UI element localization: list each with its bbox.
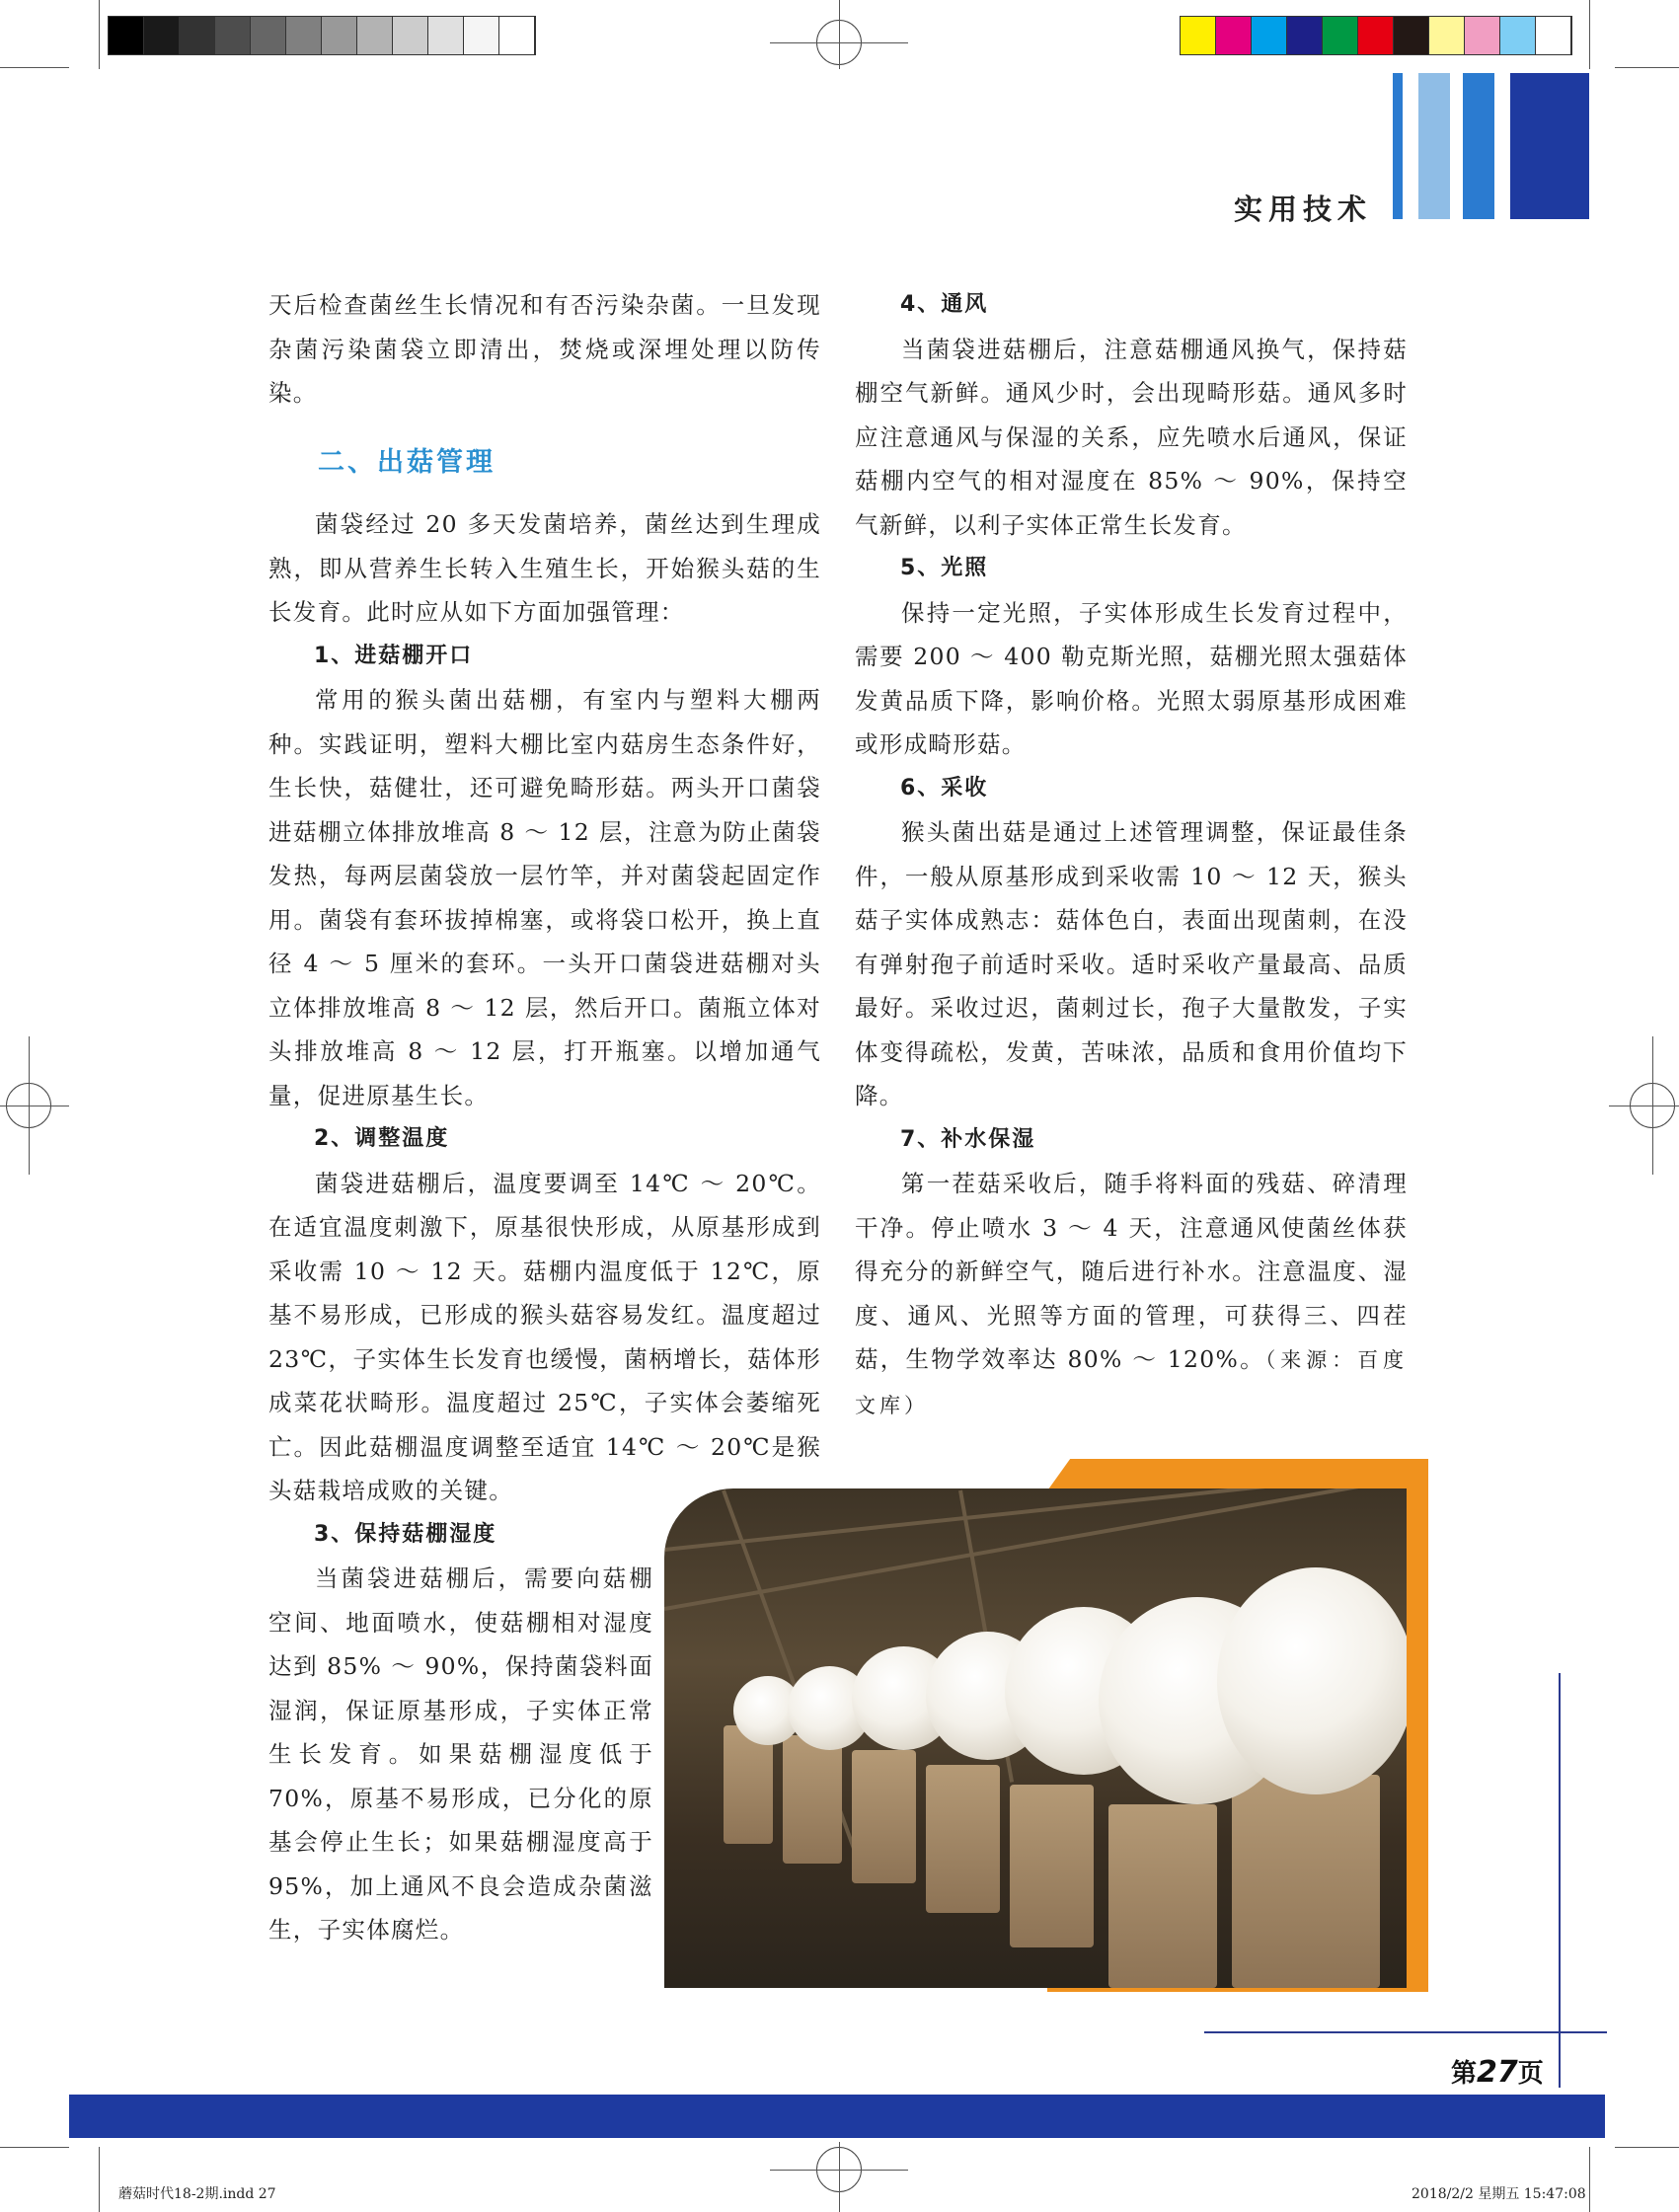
- paragraph: [855, 1162, 1408, 1427]
- paragraph: 天后检查菌丝生长情况和有否污染杂菌。一旦发现杂菌污染菌袋立即清出，焚烧或深埋处理以防传染。: [268, 291, 821, 407]
- lions-mane-mushroom: [1217, 1567, 1407, 1794]
- subheading: 5、光照: [900, 556, 989, 580]
- grayscale-calibration-bar: [108, 16, 536, 55]
- header-stripe: [1463, 73, 1494, 219]
- subheading: 4、通风: [900, 292, 989, 317]
- crop-mark: [99, 0, 100, 69]
- page-number: [1451, 2053, 1544, 2090]
- crop-mark: [29, 1036, 30, 1175]
- paragraph: 当菌袋进菇棚后，注意菇棚通风换气，保持菇棚空气新鲜。通风少时，会出现畸形菇。通风多时应注意通风与保湿的关系，应先喷水后通风，保证菇棚内空气的相对湿度在 85% ～ 90%，保持空气新鲜，以利子实体正常生长发育。: [855, 335, 1408, 539]
- grow-bag: [926, 1765, 1000, 1913]
- crop-mark: [839, 2142, 840, 2212]
- paragraph: 猴头菌出菇是通过上述管理调整，保证最佳条件，一般从原基形成到采收需 10 ～ 12 天，猴头菇子实体成熟志：菇体色白，表面出现菌刺，在没有弹射孢子前适时采收。适时采收产量最高、品质最好。采收过迟，菌刺过长，孢子大量散发，子实体变得疏松，发黄，苦味浓，品质和食用价值均下降。: [855, 818, 1408, 1109]
- section-title: 实用技术: [1234, 192, 1373, 226]
- print-slug-file: 蘑菇时代18-2期.indd 27: [118, 2186, 276, 2202]
- footer-band: [69, 2095, 1605, 2138]
- grow-bag: [1232, 1775, 1380, 1988]
- subheading: 6、采收: [900, 775, 989, 801]
- subheading: 1、进菇棚开口: [314, 643, 474, 668]
- paragraph: 保持一定光照，子实体形成生长发育过程中，需要 200 ～ 400 勒克斯光照，菇棚光照太强菇体发黄品质下降，影响价格。光照太弱原基形成困难或形成畸形菇。: [855, 598, 1408, 758]
- crop-mark: [1652, 1036, 1653, 1175]
- color-calibration-bar: [1180, 16, 1572, 55]
- grow-bag: [852, 1750, 916, 1883]
- header-stripe: [1510, 73, 1589, 219]
- header-stripe: [1418, 73, 1450, 219]
- paragraph: 当菌袋进菇棚后，需要向菇棚空间、地面喷水，使菇棚相对湿度达到 85% ～ 90%，保持菌袋料面湿润，保证原基形成，子实体正常生长发育。如果菇棚湿度低于 70%，原基不易形成，已分化的原基会停止生长；如果菇棚湿度高于 95%，加上通风不良会造成杂菌滋生，子实体腐烂。: [268, 1564, 653, 1944]
- crop-mark: [1615, 67, 1679, 68]
- paragraph: 菌袋经过 20 多天发菌培养，菌丝达到生理成熟，即从营养生长转入生殖生长，开始猴头菇的生长发育。此时应从如下方面加强管理：: [268, 510, 821, 626]
- page-prefix: 第: [1451, 2059, 1478, 2089]
- crop-mark: [770, 42, 908, 43]
- crop-mark: [0, 67, 69, 68]
- paragraph: 菌袋进菇棚后，温度要调至 14℃ ～ 20℃。在适宜温度刺激下，原基很快形成，从原基形成到采收需 10 ～ 12 天。菇棚内温度低于 12℃，原基不易形成，已形成的猴头菇容易发红。温度超过 23℃，子实体生长发育也缓慢，菌柄增长，菇体形成菜花状畸形。温度超过 25℃，子实体会萎缩死亡。因此菇棚温度调整至适宜 14℃ ～ 20℃是猴头菇栽培成败的关键。: [268, 1169, 821, 1504]
- source-note: （来源：百度文库）: [855, 1348, 1409, 1417]
- right-column: [855, 283, 1408, 1427]
- footer-rule: [1204, 2031, 1607, 2033]
- print-slug-date: 2018/2/2 星期五 15:47:08: [1412, 2186, 1586, 2202]
- paragraph: 常用的猴头菌出菇棚，有室内与塑料大棚两种。实践证明，塑料大棚比室内菇房生态条件好，生长快，菇健壮，还可避免畸形菇。两头开口菌袋进菇棚立体排放堆高 8 ～ 12 层，注意为防止菌袋发热，每两层菌袋放一层竹竿，并对菌袋起固定作用。菌袋有套环拔掉棉塞，或将袋口松开，换上直径 4 ～ 5 厘米的套环。一头开口菌袋进菇棚对头立体排放堆高 8 ～ 12 层，然后开口。菌瓶立体对头排放堆高 8 ～ 12 层，打开瓶塞。以增加通气量，促进原基生长。: [268, 686, 821, 1109]
- crop-mark: [770, 2170, 908, 2171]
- crop-mark: [99, 2147, 100, 2212]
- footer-vertical-rule: [1559, 1673, 1561, 2088]
- subheading: 2、调整温度: [314, 1126, 450, 1151]
- header-stripe: [1393, 73, 1403, 219]
- mushroom-photo: [664, 1488, 1407, 1988]
- grow-bag: [1108, 1804, 1217, 1988]
- crop-mark: [1589, 0, 1590, 69]
- subheading: 3、保持菇棚湿度: [314, 1521, 497, 1547]
- page-number-value: 27: [1477, 2055, 1518, 2090]
- subheading: 7、补水保湿: [900, 1126, 1036, 1152]
- section-heading: 二、出菇管理: [318, 446, 496, 478]
- grow-bag: [1010, 1785, 1094, 1947]
- crop-mark: [0, 2147, 69, 2148]
- crop-mark: [1589, 2147, 1590, 2212]
- crop-mark: [839, 0, 840, 69]
- grow-bag: [783, 1735, 842, 1864]
- paragraph-text: 第一茬菇采收后，随手将料面的残菇、碎清理干净。停止喷水 3 ～ 4 天，注意通风使菌丝体获得充分的新鲜空气，随后进行补水。注意温度、湿度、通风、光照等方面的管理，可获得三、四茬菇，生物学效率达 80% ～ 120%。: [855, 1170, 1408, 1373]
- crop-mark: [1615, 2147, 1679, 2148]
- page-suffix: 页: [1517, 2059, 1544, 2089]
